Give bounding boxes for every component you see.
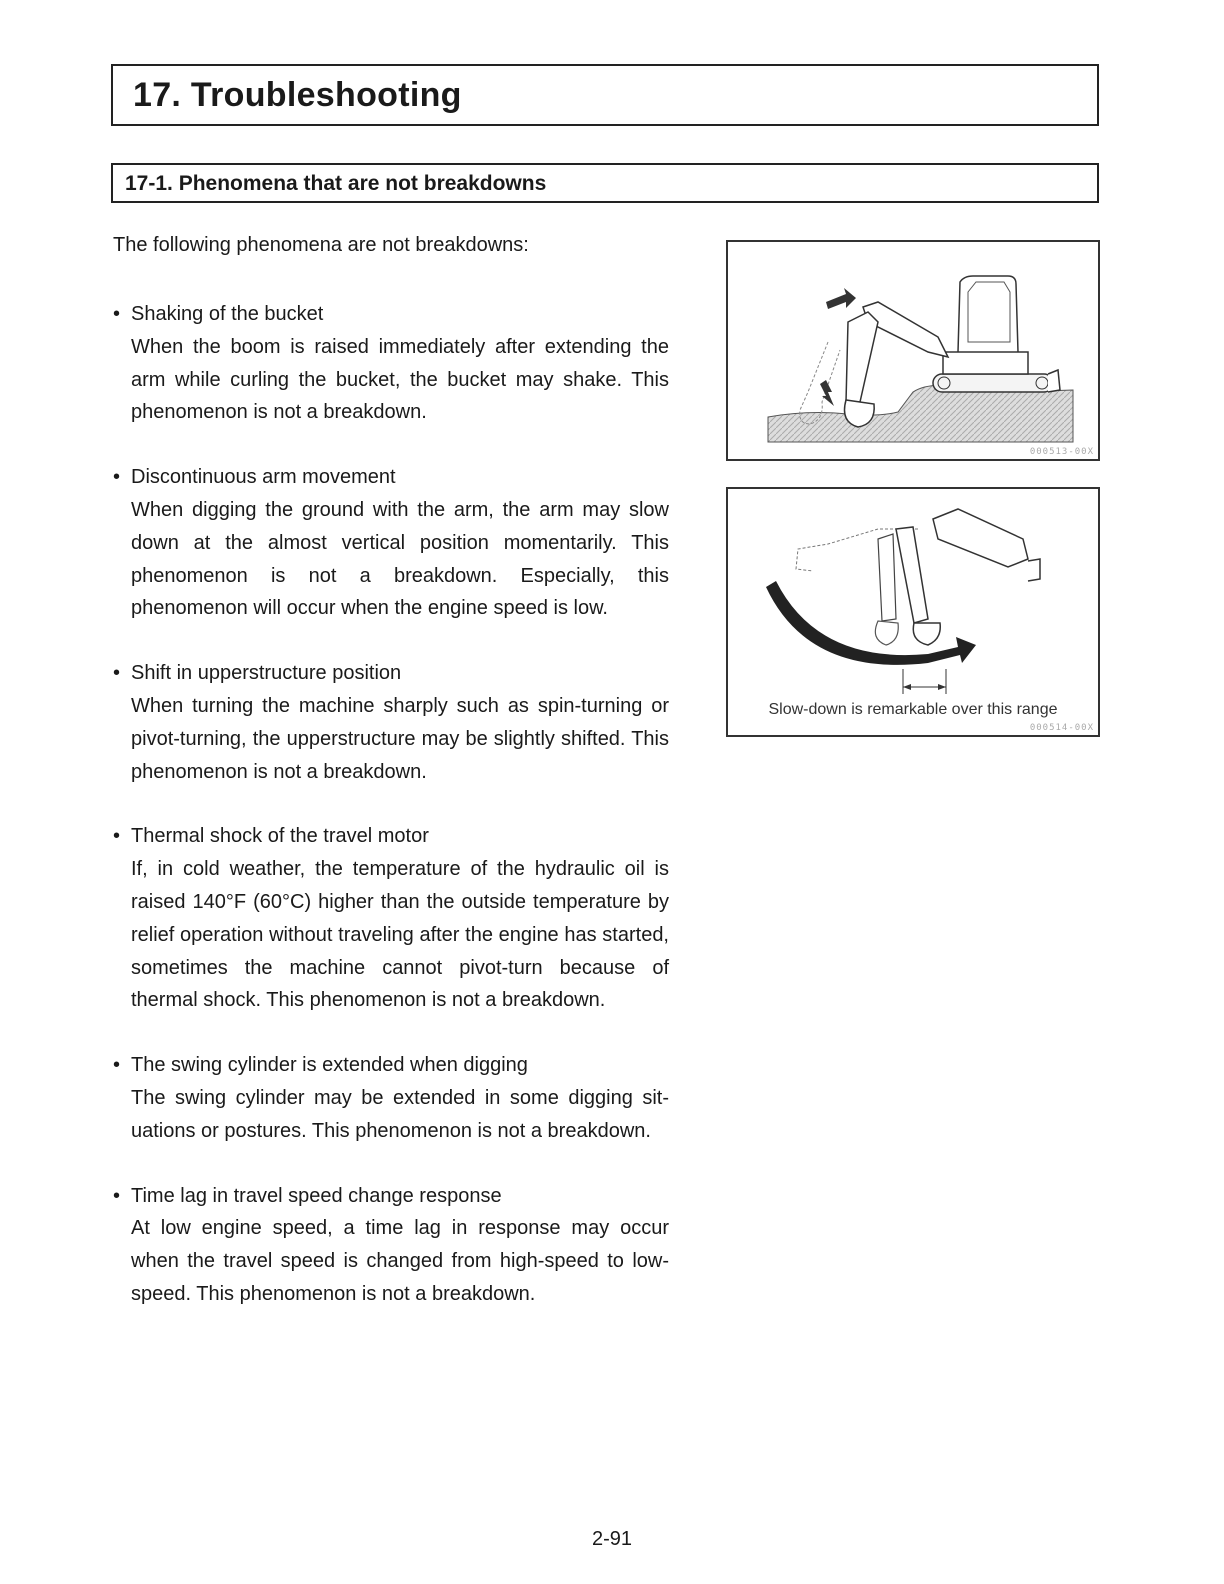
item-heading: Thermal shock of the travel motor	[131, 825, 429, 848]
list-item	[113, 657, 669, 788]
arm-movement-illustration	[728, 489, 1098, 735]
bullet: •	[113, 1184, 121, 1207]
bullet: •	[113, 662, 121, 685]
item-heading: Time lag in travel speed change response	[131, 1184, 502, 1207]
list-item	[113, 1180, 669, 1311]
figure-code: 000513-00X	[1029, 447, 1094, 457]
item-body: If, in cold weather, the temperature of the hydraulic oil is raised 140°F (60°C) higher than the outside temperature by relief operation without traveling after the engine has started, sometimes the machine cannot pivot-turn because of thermal shock. This phenomenon is not a breakdown.	[131, 858, 669, 1012]
section-title: 17-1. Phenomena that are not breakdowns	[125, 172, 547, 195]
item-heading: Shaking of the bucket	[131, 303, 324, 325]
item-body: The swing cylinder may be extended in some digging situations or postures. This phenomenon is not a breakdown.	[131, 1086, 669, 1142]
chapter-title: 17. Troubleshooting	[133, 76, 462, 114]
item-heading: The swing cylinder is extended when digging	[131, 1054, 528, 1077]
figure-code: 000514-00X	[1029, 723, 1094, 733]
section-title-box	[111, 163, 1099, 203]
list-item	[113, 461, 669, 625]
bullet: •	[113, 1054, 121, 1077]
bullet: •	[113, 466, 121, 489]
excavator-illustration	[728, 242, 1098, 459]
item-body: When digging the ground with the arm, the arm may slow down at the almost vertical position momentarily. This phenomenon is not a breakdown. Especially, this phenomenon will occur when the engine speed is low.	[131, 498, 669, 620]
list-item	[113, 820, 669, 1017]
list-item	[113, 298, 669, 429]
page-number: 2-91	[591, 1528, 633, 1550]
intro-text: The following phenomena are not breakdowns:	[113, 234, 529, 256]
item-body: At low engine speed, a time lag in response may occur when the travel speed is changed from high-speed to low-speed. This phenomenon is not a breakdown.	[131, 1217, 669, 1305]
item-heading: Discontinuous arm movement	[131, 466, 396, 489]
figure-caption: Slow-down is remarkable over this range	[768, 701, 1058, 718]
list-item	[113, 1049, 669, 1147]
phenomena-list	[113, 298, 669, 1311]
item-body: When the boom is raised immediately after extending the arm while curling the bucket, the bucket may shake. This phenomenon is not a breakdown.	[131, 335, 669, 424]
bullet: •	[113, 825, 121, 848]
item-heading: Shift in upperstructure position	[131, 662, 402, 685]
chapter-title-box	[111, 64, 1099, 126]
item-body: When turning the machine sharply such as spin-turning or pivot-turning, the upperstructure may be slightly shifted. This phenomenon is not a breakdown.	[131, 694, 669, 783]
figure-arm-movement	[726, 487, 1100, 737]
figure-bucket-shaking	[726, 240, 1100, 461]
bullet: •	[113, 303, 121, 325]
